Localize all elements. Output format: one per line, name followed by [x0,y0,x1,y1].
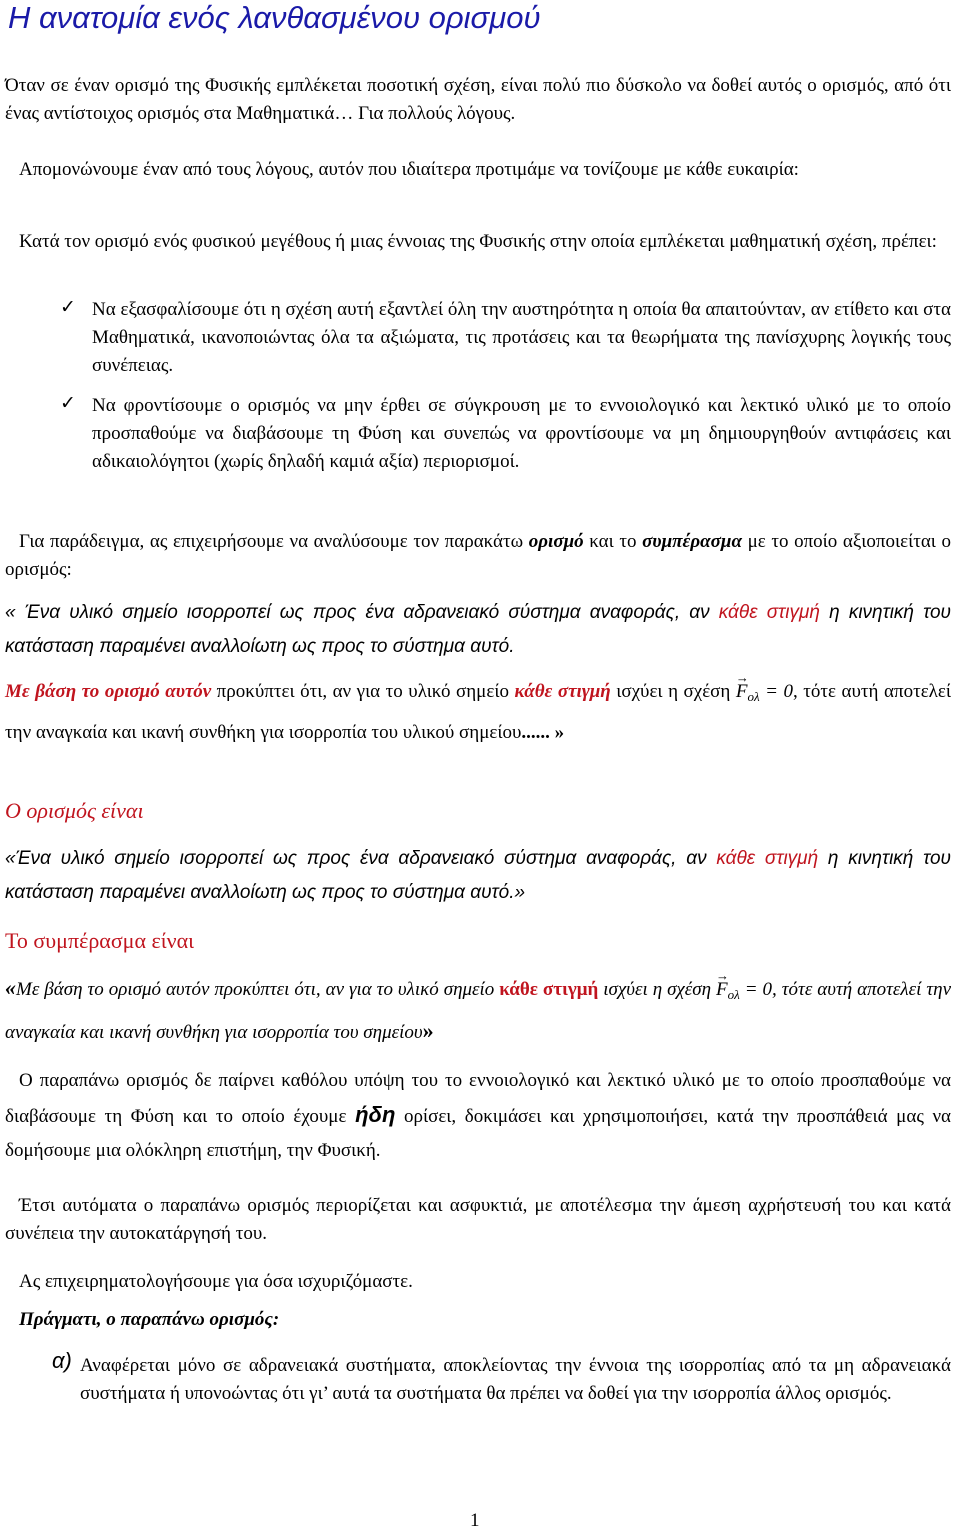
force-subscript: ολ [727,987,740,1002]
quote-1-continuation [5,670,951,751]
quote-1b-red: κάθε στιγμή [514,681,611,702]
intro-paragraph-2: Απομονώνουμε έναν από τους λόγους, αυτόν που ιδιαίτερα προτιμάμε να τονίζουμε με κάθε ευκαιρία: [19,159,799,180]
analysis-text-2: ορίσει, δοκιμάσει και χρησιμοποιήσει, κατά την προσπάθειά μας να δομήσουμε μια ολόκληρη επιστήμη, την Φυσική. [5,1106,951,1161]
item-a-label: α) [52,1348,72,1373]
check-icon: ✓ [60,392,76,414]
quote-1b-end: ...... » [521,722,565,743]
example-word-conclusion: συμπέρασμα [642,531,742,552]
quote-1-rest: η κινητική του κατάσταση παραμένει αναλλοίωτη ως προς το σύστημα αυτό. [5,602,951,657]
definition-heading: Ο ορισμός είναι [5,798,144,823]
analysis-paragraph-4: Πράγματι, ο παραπάνω ορισμός: [19,1309,280,1330]
quote-3-t3: , τότε αυτή αποτελεί την αναγκαία και ικανή συνθήκη για ισορροπία του σημείου [5,979,952,1043]
analysis-text-1: Ο παραπάνω ορισμός δε παίρνει καθόλου υπόψη του το εννοιολογικό και λεκτικό υλικό με το οποίο προσπαθούμε να διαβάσουμε τη Φύση και το οποίο έχουμε [5,1070,951,1127]
quote-3-open: « [5,975,16,1000]
quote-3-t1: Με βάση το ορισμό αυτόν προκύπτει ότι, αν για το υλικό σημείο [16,979,500,1000]
example-word-definition: ορισμό [528,531,584,552]
bullet-item-2: Να φροντίσουμε ο ορισμός να μην έρθει σε σύγκρουση με το εννοιολογικό και λεκτικό υλικό με το οποίο προσπαθούμε να διαβάσουμε τη Φύση και συνεπώς να φροντίσουμε να μη δημιουργηθούν αντιφάσεις και αδικαιολόγητοι (χωρίς δηλαδή καμιά αξία) περιορισμοί. [92,395,951,472]
item-a-text: Αναφέρεται μόνο σε αδρανειακά συστήματα, αποκλείοντας την έννοια της ισορροπίας από τα μη αδρανειακά συστήματα ή υπονοώντας ότι γι’ αυτά τα συστήματα θα πρέπει να δοθεί για την ισορροπία άλλος ορισμός. [80,1355,951,1404]
quote-3-t2: ισχύει η σχέση [598,979,717,1000]
force-vector: → F [736,674,748,710]
quote-2 [5,842,951,910]
check-icon: ✓ [60,296,76,318]
quote-2-open: «Ένα υλικό σημείο ισορροπεί ως προς ένα αδρανειακό σύστημα αναφοράς, αν [5,848,717,869]
quote-1b-t1: προκύπτει ότι, αν για το υλικό σημείο [211,681,515,702]
force-equation: = 0 [739,979,773,1000]
quote-1 [5,596,951,664]
page-title: Η ανατομία ενός λανθασμένου ορισμού [8,0,541,35]
quote-3-close: » [422,1018,434,1043]
example-text-pre: Για παράδειγμα, ας επιχειρήσουμε να αναλύσουμε τον παρακάτω [19,531,529,552]
quote-2-red: κάθε στιγμή [716,848,819,869]
force-equation: = 0 [759,681,794,702]
bullet-item-1: Να εξασφαλίσουμε ότι η σχέση αυτή εξαντλεί όλη την αυστηρότητα η οποία θα απαιτούνταν, αν ετίθετο και στα Μαθηματικά, ικανοποιώντας όλα τα αξιώματα, τις προτάσεις και τα θεωρήματα της πανίσχυρης λογικής τους συνέπειας. [92,299,951,376]
quote-1-red: κάθε στιγμή [718,602,820,623]
vector-arrow-icon: → [735,670,749,685]
analysis-paragraph-1 [5,1064,951,1168]
analysis-paragraph-2: Έτσι αυτόματα ο παραπάνω ορισμός περιορίζεται και ασφυκτιά, με αποτέλεσμα την άμεση αχρήστευσή του και κατά συνέπεια την αυτοκατάργησή του. [5,1195,951,1244]
force-subscript: ολ [747,689,760,704]
conclusion-heading: Το συμπέρασμα είναι [5,928,195,953]
quote-1b-lead: Με βάση το ορισμό αυτόν [5,681,212,702]
intro-paragraph-3: Κατά τον ορισμό ενός φυσικού μεγέθους ή μιας έννοιας της Φυσικής στην οποία εμπλέκεται μαθηματική σχέση, πρέπει: [19,231,937,252]
example-text-post: με το οποίο αξιοποιείται ο ορισμός: [5,531,951,580]
example-text-mid: και το [583,531,643,552]
quote-1b-t3: , τότε αυτή αποτελεί την αναγκαία και ικανή συνθήκη για ισορροπία του υλικού σημείου [5,681,951,743]
vector-arrow-icon: → [716,968,730,983]
example-paragraph [5,528,951,584]
page-number: 1 [470,1510,480,1531]
quote-1b-t2: ισχύει η σχέση [610,681,736,702]
quote-3-red: κάθε στιγμή [499,979,599,1000]
quote-2-rest: η κινητική του κατάσταση παραμένει αναλλοίωτη ως προς το σύστημα αυτό.» [5,848,951,903]
quote-1-open: « Ένα υλικό σημείο ισορροπεί ως προς ένα αδρανειακό σύστημα αναφοράς, αν [5,602,719,623]
analysis-paragraph-3: Ας επιχειρηματολογήσουμε για όσα ισχυριζόμαστε. [19,1271,413,1292]
intro-paragraph-1: Όταν σε έναν ορισμό της Φυσικής εμπλέκεται ποσοτική σχέση, είναι πολύ πιο δύσκολο να δοθεί αυτός ο ορισμός, από ότι ένας αντίστοιχος ορισμός στα Μαθηματικά… Για πολλούς λόγους. [5,75,951,124]
force-vector: → F [716,972,728,1008]
quote-3 [5,970,951,1051]
analysis-word-already: ήδη [355,1102,396,1127]
